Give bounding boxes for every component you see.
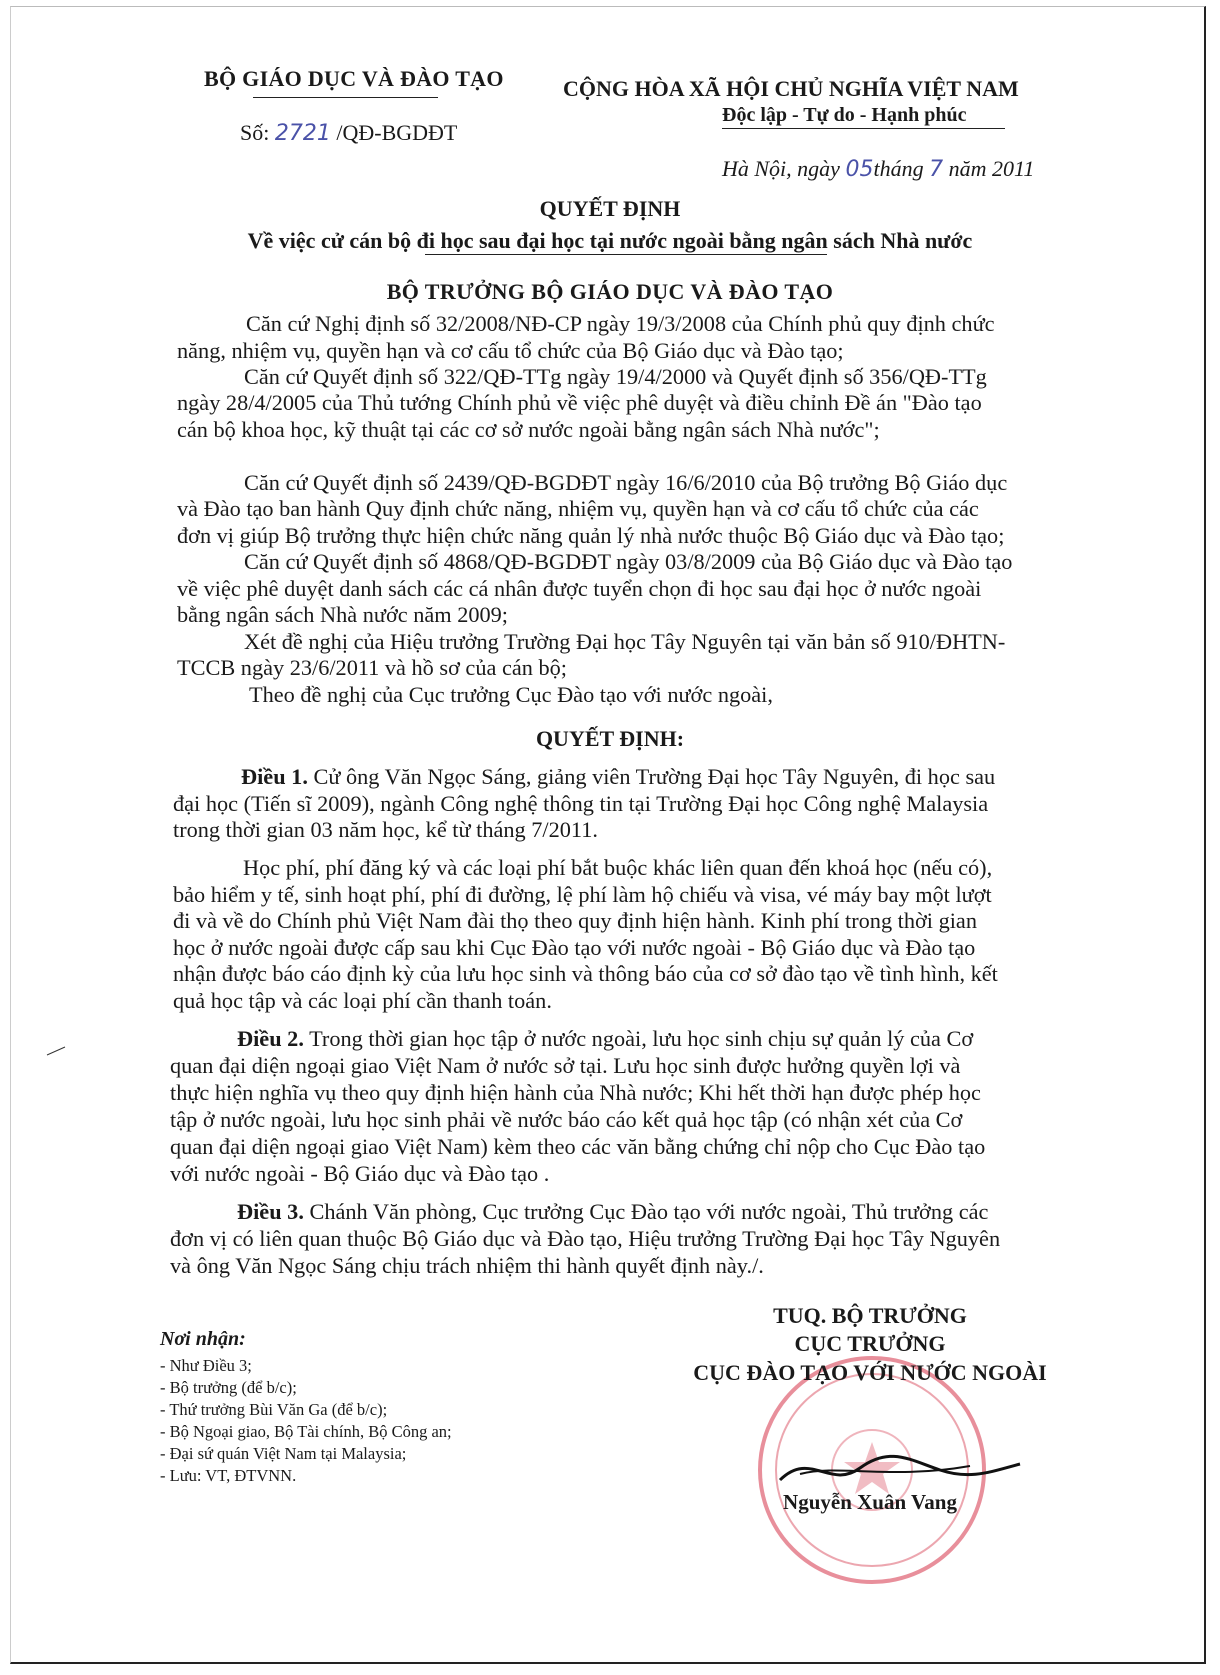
subject-underline [425, 254, 827, 255]
handwritten-day: 05 [845, 157, 874, 182]
article-line: đi và về do Chính phủ Việt Nam đài thọ theo quy định hiện hành. Kinh phí trong thời gian [173, 908, 977, 933]
preamble-line: Căn cứ Quyết định số 4868/QĐ-BGDĐT ngày 03/8/2009 của Bộ Giáo dục và Đào tạo [244, 549, 1013, 574]
recipient-item: - Như Điều 3; [160, 1356, 252, 1375]
article-2-first-line: Điều 2. Trong thời gian học tập ở nước ngoài, lưu học sinh chịu sự quản lý của Cơ [237, 1026, 974, 1051]
document-number: Số: 2721 /QĐ-BGDĐT [240, 120, 458, 146]
signature-title-3: CỤC ĐÀO TẠO VỚI NƯỚC NGOÀI [693, 1360, 1047, 1385]
issue-date: Hà Nội, ngày 05tháng 7 năm 2011 [722, 156, 1035, 182]
preamble-line: Căn cứ Quyết định số 322/QĐ-TTg ngày 19/4/2000 và Quyết định số 356/QĐ-TTg [244, 364, 987, 389]
national-title: CỘNG HÒA XÃ HỘI CHỦ NGHĨA VIỆT NAM [563, 76, 1019, 101]
article-line: thực hiện nghĩa vụ theo quy định hiện hành của Nhà nước; Khi hết thời hạn được phép học [170, 1080, 981, 1105]
authority-heading: BỘ TRƯỞNG BỘ GIÁO DỤC VÀ ĐÀO TẠO [386, 279, 834, 304]
motto-underline [722, 128, 1005, 129]
preamble-line: năng, nhiệm vụ, quyền hạn và cơ cấu tổ chức của Bộ Giáo dục và Đào tạo; [177, 338, 844, 363]
recipient-item: - Bộ trưởng (để b/c); [160, 1378, 297, 1397]
preamble-line: về việc phê duyệt danh sách các cá nhân được tuyển chọn đi học sau đại học ở nước ngoài [177, 576, 982, 601]
signer-name: Nguyễn Xuân Vang [783, 1490, 957, 1514]
article-1-first-line: Điều 1. Cử ông Văn Ngọc Sáng, giảng viên Trường Đại học Tây Nguyên, đi học sau [241, 764, 996, 789]
recipient-item: - Bộ Ngoại giao, Bộ Tài chính, Bộ Công an; [160, 1422, 452, 1441]
article-line: Học phí, phí đăng ký và các loại phí bắt buộc khác liên quan đến khoá học (nếu có), [243, 855, 993, 880]
preamble-line: đơn vị giúp Bộ trưởng thực hiện chức năng quản lý nhà nước thuộc Bộ Giáo dục và Đào tạo; [177, 523, 1005, 548]
preamble-line: cán bộ khoa học, kỹ thuật tại các cơ sở nước ngoài bằng ngân sách Nhà nước"; [177, 417, 880, 442]
article-line: đơn vị có liên quan thuộc Bộ Giáo dục và Đào tạo, Hiệu trưởng Trường Đại học Tây Nguyên [170, 1226, 1001, 1251]
decision-heading: QUYẾT ĐỊNH: [535, 726, 685, 751]
article-line: với nước ngoài - Bộ Giáo dục và Đào tạo . [170, 1161, 550, 1186]
signature-title-1: TUQ. BỘ TRƯỞNG [773, 1303, 967, 1328]
article-line: và ông Văn Ngọc Sáng chịu trách nhiệm thi hành quyết định này./. [170, 1253, 764, 1278]
document-title: QUYẾT ĐỊNH [539, 196, 681, 221]
signature-title-2: CỤC TRƯỞNG [794, 1331, 946, 1356]
preamble-line: và Đào tạo ban hành Quy định chức năng, nhiệm vụ, quyền hạn và cơ cấu tổ chức của các [177, 496, 979, 521]
article-line: quan đại diện ngoại giao Việt Nam ở nước sở tại. Lưu học sinh được hưởng quyền lợi và [170, 1053, 961, 1078]
preamble-line: Căn cứ Nghị định số 32/2008/NĐ-CP ngày 19/3/2008 của Chính phủ quy định chức [246, 311, 995, 336]
preamble-line: Xét đề nghị của Hiệu trưởng Trường Đại học Tây Nguyên tại văn bản số 910/ĐHTN- [244, 629, 1006, 654]
recipient-item: - Lưu: VT, ĐTVNN. [160, 1466, 297, 1485]
issuer-underline [253, 97, 438, 98]
issuer-name: BỘ GIÁO DỤC VÀ ĐÀO TẠO [204, 66, 504, 91]
article-line: tập ở nước ngoài, lưu học sinh phải về nước báo cáo kết quả học tập (có nhận xét của Cơ [170, 1107, 963, 1132]
article-line: bảo hiểm y tế, sinh hoạt phí, phí đi đường, lệ phí làm hộ chiếu và visa, vé máy bay một lượt [173, 882, 992, 907]
preamble-line: bằng ngân sách Nhà nước năm 2009; [177, 602, 508, 627]
recipient-item: - Thứ trưởng Bùi Văn Ga (để b/c); [160, 1400, 388, 1419]
preamble-line: Căn cứ Quyết định số 2439/QĐ-BGDĐT ngày 16/6/2010 của Bộ trưởng Bộ Giáo dục [244, 470, 1008, 495]
handwritten-number: 2721 [274, 121, 331, 146]
article-3-first-line: Điều 3. Chánh Văn phòng, Cục trưởng Cục Đào tạo với nước ngoài, Thủ trưởng các [237, 1199, 989, 1224]
recipients-heading: Nơi nhận: [160, 1328, 246, 1350]
preamble-line: Theo đề nghị của Cục trưởng Cục Đào tạo với nước ngoài, [249, 682, 773, 707]
recipient-item: - Đại sứ quán Việt Nam tại Malaysia; [160, 1444, 407, 1463]
article-line: quan đại diện ngoại giao Việt Nam) kèm theo các văn bằng chứng chỉ nộp cho Cục Đào tạo [170, 1134, 986, 1159]
margin-pen-mark [46, 1046, 66, 1056]
article-line: quả học tập và các loại phí cần thanh toán. [173, 988, 552, 1013]
preamble-line: ngày 28/4/2005 của Thủ tướng Chính phủ về việc phê duyệt và điều chỉnh Đề án "Đào tạo [177, 390, 982, 415]
article-line: học ở nước ngoài được cấp sau khi Cục Đào tạo với nước ngoài - Bộ Giáo dục và Đào tạo [173, 935, 976, 960]
document-subject: Về việc cử cán bộ đi học sau đại học tại nước ngoài bằng ngân sách Nhà nước [247, 228, 973, 253]
handwritten-month: 7 [929, 157, 944, 182]
article-line: trong thời gian 03 năm học, kể từ tháng 7/2011. [173, 817, 598, 842]
article-line: đại học (Tiến sĩ 2009), ngành Công nghệ thông tin tại Trường Đại học Công nghệ Malaysia [173, 791, 989, 816]
national-motto: Độc lập - Tự do - Hạnh phúc [722, 104, 967, 126]
article-line: nhận được báo cáo định kỳ của lưu học sinh và thông báo của cơ sở đào tạo về tình hình, kết [173, 961, 998, 986]
preamble-line: TCCB ngày 23/6/2011 và hồ sơ của cán bộ; [177, 655, 567, 680]
